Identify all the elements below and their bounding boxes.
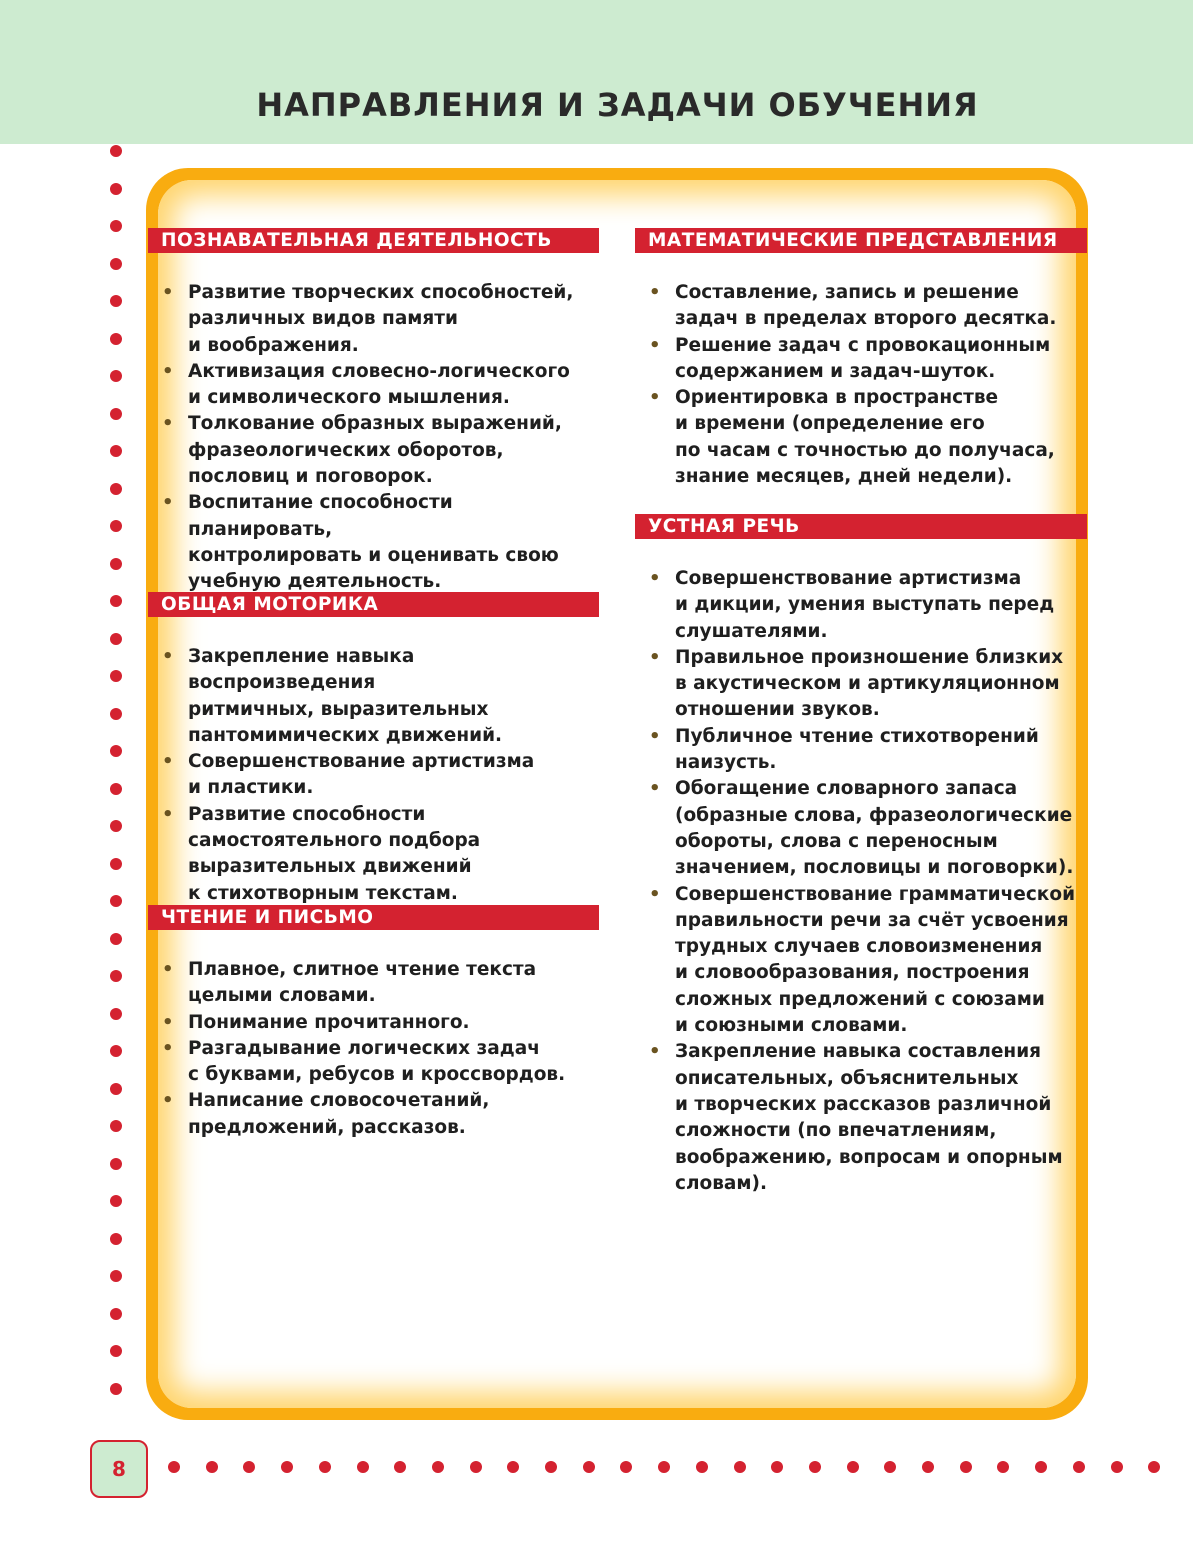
list-item-text: Совершенствование артистизма и дикции, умения выступать перед слушателями. — [675, 568, 1055, 642]
bullet-icon: • — [649, 334, 661, 356]
bullet-list — [148, 280, 599, 596]
decorative-dot — [110, 1008, 122, 1020]
decorative-dot — [110, 933, 122, 945]
decorative-dot — [110, 670, 122, 682]
list-item — [148, 490, 599, 595]
list-item — [635, 1039, 1087, 1197]
list-item — [635, 724, 1087, 777]
section-reading — [148, 905, 599, 1141]
section-heading: ЧТЕНИЕ И ПИСЬМО — [148, 905, 599, 930]
decorative-dot — [357, 1461, 369, 1473]
bullet-icon: • — [162, 413, 174, 435]
list-item — [148, 1088, 599, 1141]
list-item — [635, 566, 1087, 645]
decorative-dot — [110, 858, 122, 870]
page-title: НАПРАВЛЕНИЯ И ЗАДАЧИ ОБУЧЕНИЯ — [256, 86, 979, 124]
decorative-dot — [110, 258, 122, 270]
decorative-dot — [1035, 1461, 1047, 1473]
decorative-dot — [110, 1270, 122, 1282]
decorative-dot — [206, 1461, 218, 1473]
list-item-text: Воспитание способности планировать, контролировать и оценивать свою учебную деятельность. — [188, 492, 559, 593]
decorative-dot — [110, 1308, 122, 1320]
list-item-text: Совершенствование грамматической правильности речи за счёт усвоения трудных случаев словоизменения и словообразования, построения сложных предложений с союзами и союзными словами. — [675, 883, 1076, 1037]
bullet-list — [148, 644, 599, 907]
bullet-icon: • — [162, 360, 174, 382]
decorative-dot — [809, 1461, 821, 1473]
list-item-text: Толкование образных выражений, фразеологических оборотов, пословиц и поговорок. — [188, 413, 562, 488]
list-item-text: Понимание прочитанного. — [188, 1011, 470, 1033]
bullet-icon: • — [162, 492, 174, 514]
list-item — [635, 333, 1087, 386]
bullet-icon: • — [162, 751, 174, 773]
bullet-icon: • — [649, 387, 661, 409]
list-item — [635, 776, 1087, 881]
decorative-dot — [110, 558, 122, 570]
bullet-icon: • — [162, 1037, 174, 1059]
decorative-dot — [1111, 1461, 1123, 1473]
decorative-dot — [583, 1461, 595, 1473]
list-item — [148, 1010, 599, 1036]
decorative-dot — [110, 183, 122, 195]
list-item-text: Плавное, слитное чтение текста целыми словами. — [188, 959, 537, 1007]
list-item-text: Разгадывание логических задач с буквами, ребусов и кроссвордов. — [188, 1037, 566, 1086]
section-heading: ПОЗНАВАТЕЛЬНАЯ ДЕЯТЕЛЬНОСТЬ — [148, 228, 599, 253]
decorative-dot — [545, 1461, 557, 1473]
decorative-dot — [997, 1461, 1009, 1473]
decorative-dot — [620, 1461, 632, 1473]
list-item-text: Закрепление навыка воспроизведения ритмичных, выразительных пантомимических движений. — [188, 646, 503, 746]
list-item — [635, 280, 1087, 333]
bullet-list — [635, 280, 1087, 490]
decorative-dot — [922, 1461, 934, 1473]
list-item — [635, 385, 1087, 490]
decorative-dot — [110, 633, 122, 645]
list-item-text: Правильное произношение близких в акустическом и артикуляционном отношении звуков. — [675, 646, 1064, 721]
decorative-dot — [281, 1461, 293, 1473]
decorative-dot — [110, 333, 122, 345]
list-item-text: Написание словосочетаний, предложений, рассказов. — [188, 1090, 490, 1138]
decorative-dot — [110, 1345, 122, 1357]
decorative-dot — [110, 1195, 122, 1207]
list-item — [148, 359, 599, 412]
decorative-dot — [110, 745, 122, 757]
bullet-icon: • — [649, 778, 661, 800]
list-item — [635, 645, 1087, 724]
list-item — [148, 411, 599, 490]
decorative-dot — [110, 445, 122, 457]
list-item-text: Публичное чтение стихотворений наизусть. — [675, 725, 1039, 774]
list-item — [148, 802, 599, 907]
section-heading: ОБЩАЯ МОТОРИКА — [148, 592, 599, 617]
list-item — [148, 644, 599, 749]
list-item-text: Развитие творческих способностей, различных видов памяти и воображения. — [188, 282, 574, 356]
list-item-text: Обогащение словарного запаса (образные слова, фразеологические обороты, слова с переносным значением, пословицы и поговорки). — [675, 778, 1074, 879]
list-item — [635, 882, 1087, 1040]
decorative-dot — [110, 595, 122, 607]
decorative-dot — [110, 1045, 122, 1057]
bullet-icon: • — [649, 282, 661, 303]
decorative-dot — [110, 145, 122, 157]
decorative-dot — [658, 1461, 670, 1473]
bullet-icon: • — [649, 883, 661, 905]
decorative-dot — [847, 1461, 859, 1473]
bullet-icon: • — [649, 646, 661, 668]
decorative-dot — [110, 408, 122, 420]
decorative-dot — [470, 1461, 482, 1473]
bullet-icon: • — [162, 803, 174, 825]
decorative-dot — [432, 1461, 444, 1473]
decorative-dot — [110, 520, 122, 532]
decorative-dot — [319, 1461, 331, 1473]
decorative-dot — [771, 1461, 783, 1473]
bullet-icon: • — [162, 646, 174, 667]
decorative-dot — [1073, 1461, 1085, 1473]
list-item-text: Совершенствование артистизма и пластики. — [188, 751, 535, 799]
list-item-text: Решение задач с провокационным содержанием и задач-шуток. — [675, 334, 1051, 382]
bullet-icon: • — [162, 282, 174, 303]
section-cognitive — [148, 228, 599, 596]
list-item-text: Ориентировка в пространстве и времени (определение его по часам с точностью до получаса, знание месяцев, дней недели). — [675, 387, 1055, 488]
list-item — [148, 1036, 599, 1089]
section-heading: МАТЕМАТИЧЕСКИЕ ПРЕДСТАВЛЕНИЯ — [635, 228, 1087, 253]
section-motor — [148, 592, 599, 907]
decorative-dot — [110, 820, 122, 832]
bullet-icon: • — [162, 1011, 174, 1033]
section-heading: УСТНАЯ РЕЧЬ — [635, 514, 1087, 539]
decorative-dot — [110, 370, 122, 382]
list-item — [148, 749, 599, 802]
bullet-icon: • — [162, 959, 174, 980]
decorative-dot — [110, 970, 122, 982]
decorative-dot — [168, 1461, 180, 1473]
decorative-dot — [110, 895, 122, 907]
bullet-list — [148, 957, 599, 1141]
decorative-dot — [507, 1461, 519, 1473]
decorative-dot — [110, 783, 122, 795]
bullet-icon: • — [162, 1090, 174, 1112]
list-item-text: Составление, запись и решение задач в пределах второго десятка. — [675, 282, 1057, 330]
decorative-dot — [110, 1083, 122, 1095]
list-item-text: Закрепление навыка составления описательных, объяснительных и творческих рассказов различной сложности (по впечатлениям, воображению, вопросам и опорным словам). — [675, 1041, 1063, 1194]
bullet-icon: • — [649, 725, 661, 747]
bullet-icon: • — [649, 1041, 661, 1063]
horizontal-dot-border — [168, 1460, 1193, 1474]
decorative-dot — [696, 1461, 708, 1473]
list-item — [148, 280, 599, 359]
decorative-dot — [884, 1461, 896, 1473]
decorative-dot — [734, 1461, 746, 1473]
list-item-text: Развитие способности самостоятельного подбора выразительных движений к стихотворным текстам. — [188, 803, 481, 904]
decorative-dot — [110, 1120, 122, 1132]
decorative-dot — [394, 1461, 406, 1473]
decorative-dot — [243, 1461, 255, 1473]
decorative-dot — [110, 708, 122, 720]
list-item-text: Активизация словесно-логического и символического мышления. — [188, 360, 570, 409]
bullet-icon: • — [649, 568, 661, 589]
section-speech — [635, 514, 1087, 1197]
decorative-dot — [110, 220, 122, 232]
decorative-dot — [110, 1233, 122, 1245]
page-number-badge: 8 — [90, 1440, 148, 1498]
decorative-dot — [960, 1461, 972, 1473]
list-item — [148, 957, 599, 1010]
decorative-dot — [1148, 1461, 1160, 1473]
vertical-dot-border — [109, 145, 123, 1425]
decorative-dot — [110, 483, 122, 495]
section-math — [635, 228, 1087, 490]
decorative-dot — [110, 295, 122, 307]
decorative-dot — [110, 1383, 122, 1395]
bullet-list — [635, 566, 1087, 1197]
decorative-dot — [110, 1158, 122, 1170]
